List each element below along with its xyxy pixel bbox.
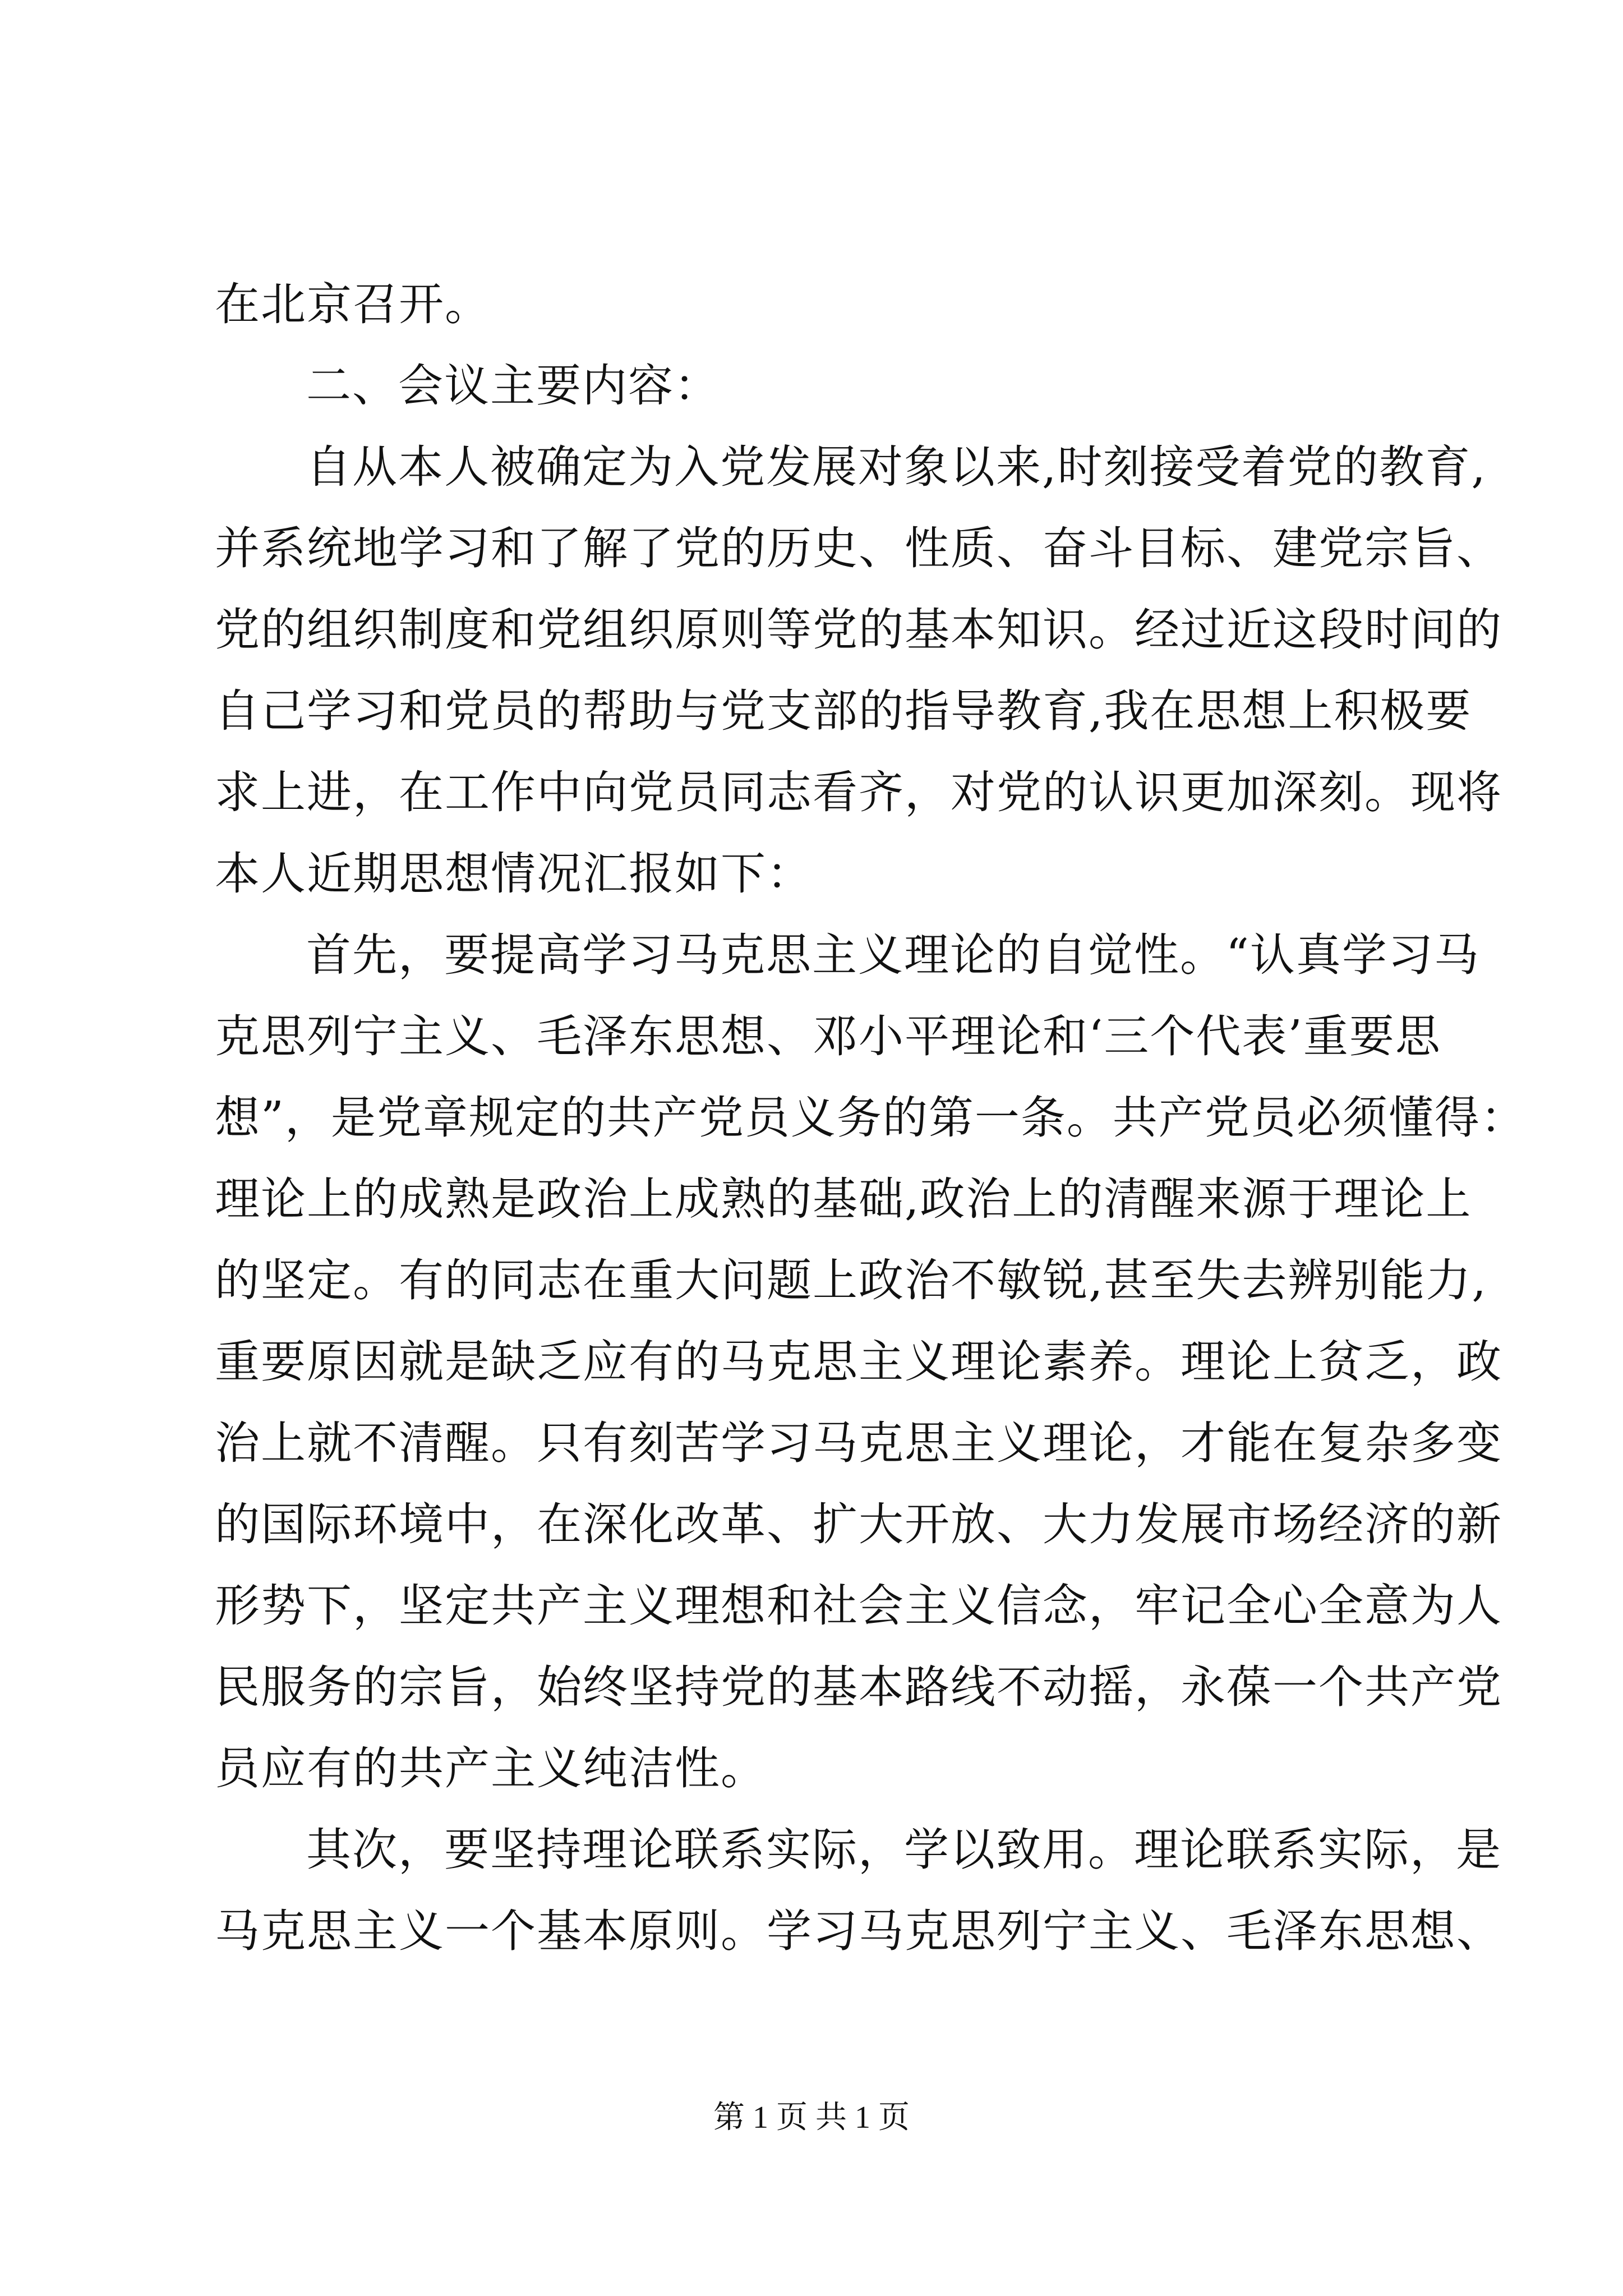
page-footer: 第 1 页 共 1 页	[713, 2100, 910, 2135]
text-line: 本人近期思想情况汇报如下：	[215, 848, 813, 900]
text-line: 克思列宁主义、毛泽东思想、邓小平理论和‘三个代表’重要思	[215, 1010, 1441, 1062]
text-line: 治上就不清醒。只有刻苦学习马克思主义理论，才能在复杂多变	[215, 1417, 1502, 1469]
text-line: 民服务的宗旨，始终坚持党的基本路线不动摇，永葆一个共产党	[215, 1661, 1502, 1713]
text-line: 自从本人被确定为入党发展对象以来,时刻接受着党的教育,	[306, 441, 1487, 493]
text-line: 员应有的共产主义纯洁性。	[215, 1742, 767, 1795]
text-line: 形势下，坚定共产主义理想和社会主义信念，牢记全心全意为人	[215, 1580, 1502, 1632]
text-line: 党的组织制度和党组织原则等党的基本知识。经过近这段时间的	[215, 604, 1502, 656]
text-line: 的坚定。有的同志在重大问题上政治不敏锐,甚至失去辨别能力,	[215, 1254, 1487, 1306]
text-line: 首先，要提高学习马克思主义理论的自觉性。“认真学习马	[306, 929, 1480, 981]
text-line: 求上进，在工作中向党员同志看齐，对党的认识更加深刻。现将	[215, 766, 1502, 818]
text-line: 自己学习和党员的帮助与党支部的指导教育,我在思想上积极要	[215, 685, 1472, 737]
document-body	[215, 264, 1527, 1972]
text-line: 并系统地学习和了解了党的历史、性质、奋斗目标、建党宗旨、	[215, 522, 1502, 574]
text-line: 在北京召开。	[215, 278, 491, 330]
text-line: 想”，是党章规定的共产党员义务的第一条。共产党员必须懂得：	[215, 1092, 1527, 1144]
text-line: 马克思主义一个基本原则。学习马克思列宁主义、毛泽东思想、	[215, 1905, 1502, 1957]
text-line: 其次，要坚持理论联系实际，学以致用。理论联系实际，是	[306, 1824, 1502, 1876]
text-line: 的国际环境中，在深化改革、扩大开放、大力发展市场经济的新	[215, 1498, 1502, 1550]
section-heading: 二、会议主要内容：	[306, 360, 720, 412]
text-line: 理论上的成熟是政治上成熟的基础,政治上的清醒来源于理论上	[215, 1173, 1472, 1225]
text-line: 重要原因就是缺乏应有的马克思主义理论素养。理论上贫乏，政	[215, 1336, 1502, 1388]
